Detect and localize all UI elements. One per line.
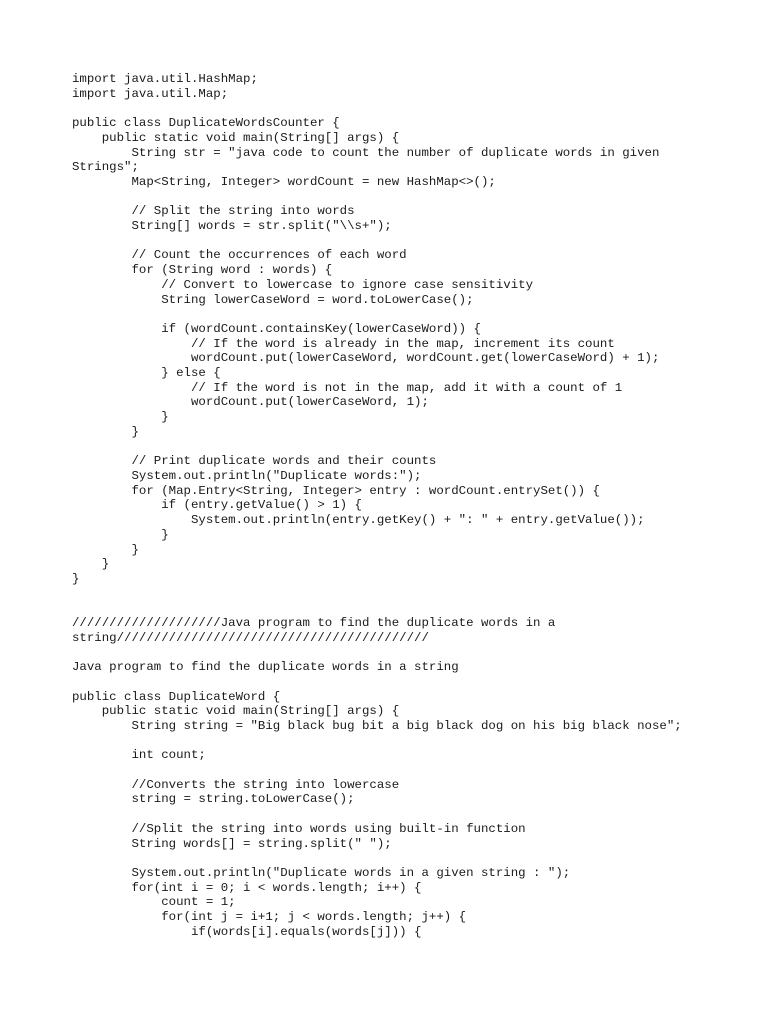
code-listing: import java.util.HashMap; import java.util.Map; public class DuplicateWordsCounter { public static void main(String[] args) { String str = "java code to count the number of duplicate words in given Strings"; Map<String, Integer> wordCount = new HashMap<>(); // Split the string into words String[] words = str.split("\\s+"); // Count the occurrences of each word for (String word : words) { // Convert to lowercase to ignore case sensitivity String lowerCaseWord = word.toLowerCase(); if (wordCount.containsKey(lowerCaseWord)) { // If the word is already in the map, increment its count wordCount.put(lowerCaseWord, wordCount.get(lowerCaseWord) + 1); } else { // If the word is not in the map, add it with a count of 1 wordCount.put(lowerCaseWord, 1); } } // Print duplicate words and their counts System.out.println("Duplicate words:"); for (Map.Entry<String, Integer> entry : wordCount.entrySet()) { if (entry.getValue() > 1) { System.out.println(entry.getKey() + ": " + entry.getValue()); } } } } ////////////////////Java program to find the duplicate words in a string////////////////////////////////////////// Java program to find the duplicate words in a string public class DuplicateWord { public static void main(String[] args) { String string = "Big black bug bit a big black dog on his big black nose"; int count; //Converts the string into lowercase string = string.toLowerCase(); //Split the string into words using built-in function String words[] = string.split(" "); System.out.println("Duplicate words in a given string : "); for(int i = 0; i < words.length; i++) { count = 1; for(int j = i+1; j < words.length; j++) { if(words[i].equals(words[j])) { [72, 72, 682, 939]
